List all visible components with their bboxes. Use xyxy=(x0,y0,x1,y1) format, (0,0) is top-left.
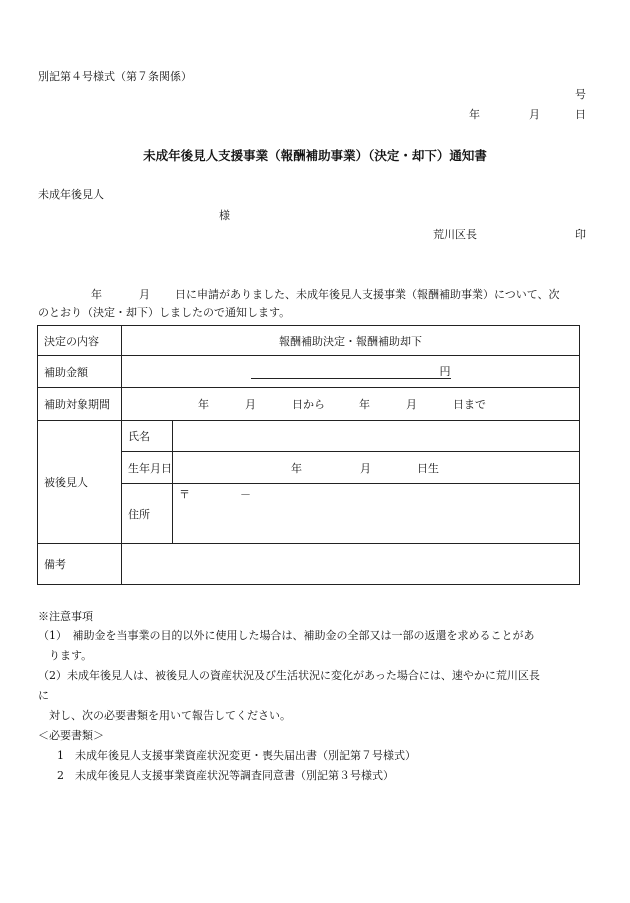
intro-year: 年 xyxy=(91,288,102,301)
date-day-label: 日 xyxy=(575,108,586,121)
ward-address-value xyxy=(173,484,580,544)
date-month-label: 月 xyxy=(529,108,540,121)
addressee-role: 未成年後見人 xyxy=(38,188,104,201)
period-month-from: 月 xyxy=(245,398,256,411)
notes-heading: ※注意事項 xyxy=(38,610,93,623)
note-2-line3: 対し、次の必要書類を用いて報告してください。 xyxy=(49,709,291,722)
period-year-to: 年 xyxy=(359,398,370,411)
amount-label: 補助金額 xyxy=(38,356,122,388)
addressee-honorific: 様 xyxy=(219,209,230,222)
required-docs-heading: ＜必要書類＞ xyxy=(38,729,104,742)
remarks-value xyxy=(122,544,580,585)
ward-address-label: 住所 xyxy=(122,484,173,544)
required-doc-1: 1 未成年後見人支援事業資産状況変更・喪失届出書（別記第７号様式） xyxy=(57,749,416,762)
issuer-name: 荒川区長 xyxy=(433,228,477,241)
ward-name-row xyxy=(38,421,580,452)
document-title: 未成年後見人支援事業（報酬補助事業）（決定・却下）通知書 xyxy=(143,148,487,163)
period-year-from: 年 xyxy=(198,398,209,411)
required-doc-2: 2 未成年後見人支援事業資産状況等調査同意書（別記第３号様式） xyxy=(57,769,394,782)
postal-dash: － xyxy=(240,488,251,501)
dob-month: 月 xyxy=(360,461,371,475)
period-day-to: 日まで xyxy=(453,398,486,411)
ward-name-label: 氏名 xyxy=(122,421,173,452)
ward-name-value xyxy=(173,421,580,452)
ward-dob-value xyxy=(173,452,580,484)
notice-form-table xyxy=(37,325,580,585)
decision-label: 決定の内容 xyxy=(38,326,122,356)
intro-line1: 日に申請がありました、未成年後見人支援事業（報酬補助事業）について、次 xyxy=(175,288,560,301)
postal-mark: 〒 xyxy=(179,488,190,501)
intro-line2: のとおり（決定・却下）しましたので通知します。 xyxy=(38,306,291,319)
note-1-line2: ります。 xyxy=(49,649,93,662)
decision-row xyxy=(38,326,580,356)
ward-label: 被後見人 xyxy=(38,421,122,544)
document-number-label: 号 xyxy=(575,88,586,101)
period-day-from: 日から xyxy=(292,398,325,411)
remarks-row xyxy=(38,544,580,585)
period-label: 補助対象期間 xyxy=(38,388,122,421)
seal-mark: 印 xyxy=(575,228,586,241)
period-row xyxy=(38,388,580,421)
remarks-label: 備考 xyxy=(38,544,122,585)
period-month-to: 月 xyxy=(406,398,417,411)
dob-year: 年 xyxy=(291,461,302,475)
period-cell xyxy=(122,388,580,421)
note-1-line1: （1） 補助金を当事業の目的以外に使用した場合は、補助金の全部又は一部の返還を求めることがあ xyxy=(38,629,535,642)
note-2-line1: （2）未成年後見人は、被後見人の資産状況及び生活状況に変化があった場合には、速やかに荒川区長 xyxy=(38,669,540,682)
form-reference: 別記第４号様式（第７条関係） xyxy=(38,70,192,83)
amount-cell xyxy=(122,356,580,388)
decision-value: 報酬補助決定・報酬補助却下 xyxy=(122,326,580,356)
date-year-label: 年 xyxy=(469,108,480,121)
amount-unit: 円 xyxy=(439,364,451,378)
dob-day: 日生 xyxy=(417,461,439,475)
ward-dob-label: 生年月日 xyxy=(122,452,173,484)
note-2-line2: に xyxy=(38,689,49,702)
amount-row xyxy=(38,356,580,388)
intro-month: 月 xyxy=(139,288,150,301)
amount-underline xyxy=(251,365,451,379)
